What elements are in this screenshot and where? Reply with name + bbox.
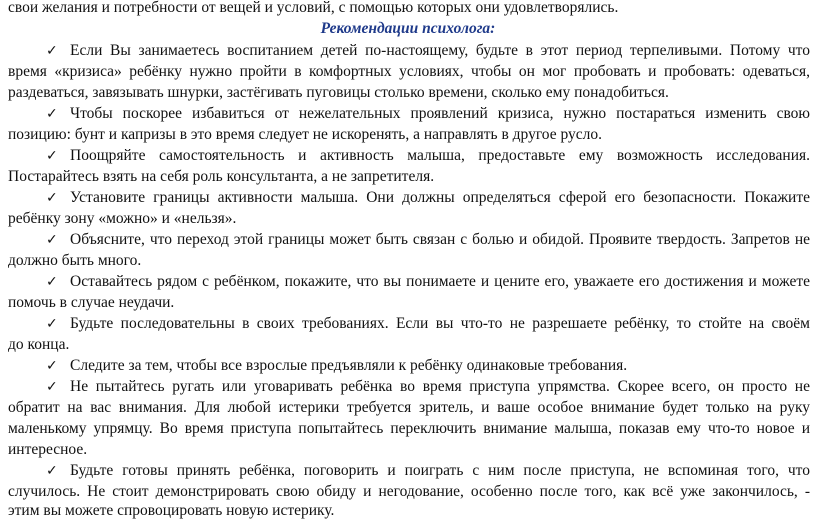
- recommendation-line: интересное.: [8, 441, 88, 458]
- recommendation-line: этим вы можете спровоцировать новую истерику.: [8, 502, 335, 519]
- recommendation-line: время «кризиса» ребёнку нужно пройти в комфортных условиях, чтобы он мог пробовать и пробовать: одеваться,: [8, 63, 810, 80]
- check-icon: ✓: [46, 358, 58, 374]
- recommendation-line: ребёнку зону «можно» и «нельзя».: [8, 210, 237, 227]
- recommendation-line: ✓ Будьте последовательны в своих требованиях. Если вы что-то не разрешаете ребёнку, то стойте на своём: [8, 313, 810, 334]
- recommendation-line: обратит на вас внимания. Для любой истерики требуется зритель, и ваше особое внимание будет только на руку: [8, 399, 810, 416]
- recommendation-line: ✓ Если Вы занимаетесь воспитанием детей по-настоящему, будьте в этот период терпеливыми. Потому что: [8, 40, 810, 61]
- check-icon: ✓: [46, 274, 58, 290]
- recommendation-line: ✓ Оставайтесь рядом с ребёнком, покажите, что вы понимаете и цените его, уважаете его достижения и можете: [8, 271, 810, 292]
- check-icon: ✓: [46, 106, 58, 122]
- section-heading: Рекомендации психолога:: [320, 20, 496, 37]
- recommendation-line: ✓ Следите за тем, чтобы все взрослые предъявляли к ребёнку одинаковые требования.: [8, 355, 810, 376]
- check-icon: ✓: [46, 232, 58, 248]
- recommendation-line: ✓ Поощряйте самостоятельность и активность малыша, предоставьте ему возможность исследования.: [8, 145, 810, 166]
- check-icon: ✓: [46, 148, 58, 164]
- recommendation-line: случилось. Не стоит демонстрировать свою обиду и негодование, особенно после того, как всё уже закончилось, -: [8, 483, 810, 500]
- recommendation-line: ✓ Чтобы поскорее избавиться от нежелательных проявлений кризиса, нужно постараться изменить свою: [8, 103, 810, 124]
- recommendation-line: позицию: бунт и капризы в это время следует не искоренять, а направлять в другое русло.: [8, 126, 603, 143]
- recommendation-line: раздеваться, завязывать шнурки, застёгивать пуговицы столько времени, сколько ему понадобиться.: [8, 84, 669, 101]
- recommendation-line: Постарайтесь взять на себя роль консультанта, а не запретителя.: [8, 168, 435, 185]
- recommendation-line: маленькому упрямцу. Во время приступа попытайтесь переключить внимание малыша, показав ему что-то новое и: [8, 420, 810, 437]
- check-icon: ✓: [46, 379, 58, 395]
- check-icon: ✓: [46, 463, 58, 479]
- check-icon: ✓: [46, 190, 58, 206]
- recommendation-line: до конца.: [8, 336, 70, 353]
- recommendation-line: ✓ Установите границы активности малыша. Они должны определяться сферой его безопасности. Покажите: [8, 187, 810, 208]
- check-icon: ✓: [46, 43, 58, 59]
- intro-line: свои желания и потребности от вещей и условий, с помощью которых они удовлетворялись.: [8, 0, 619, 16]
- recommendation-line: ✓ Не пытайтесь ругать или уговаривать ребёнка во время приступа упрямства. Скорее всего, он просто не: [8, 376, 810, 397]
- recommendation-line: помочь в случае неудачи.: [8, 294, 175, 311]
- recommendation-line: ✓ Будьте готовы принять ребёнка, поговорить и поиграть с ним после приступа, не вспоминая того, что: [8, 460, 810, 481]
- recommendation-line: должно быть много.: [8, 252, 142, 269]
- recommendation-line: ✓ Объясните, что переход этой границы может быть связан с болью и обидой. Проявите твердость. Запретов не: [8, 229, 810, 250]
- check-icon: ✓: [46, 316, 58, 332]
